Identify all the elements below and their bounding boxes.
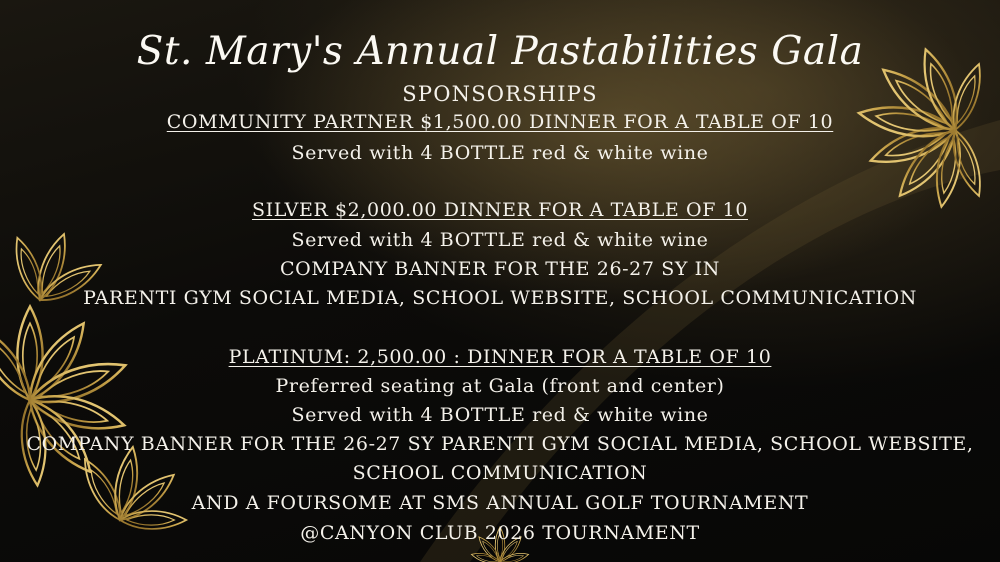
community-partner-heading: COMMUNITY PARTNER $1,500.00 DINNER FOR A TABLE OF 10: [166, 111, 834, 133]
platinum-canyon-club-line: @CANYON CLUB 2026 TOURNAMENT: [300, 522, 700, 544]
platinum-communication-line: SCHOOL COMMUNICATION: [352, 462, 648, 484]
silver-heading: SILVER $2,000.00 DINNER FOR A TABLE OF 10: [251, 199, 749, 221]
sponsorships-heading: SPONSORSHIPS: [402, 82, 598, 106]
platinum-golf-line: AND A FOURSOME AT SMS ANNUAL GOLF TOURNAMENT: [191, 492, 809, 514]
platinum-heading: PLATINUM: 2,500.00 : DINNER FOR A TABLE OF 10: [228, 346, 772, 368]
silver-media-line: PARENTI GYM SOCIAL MEDIA, SCHOOL WEBSITE, SCHOOL COMMUNICATION: [83, 287, 917, 309]
silver-banner-line: COMPANY BANNER FOR THE 26-27 SY IN: [280, 258, 720, 280]
silver-wine-line: Served with 4 BOTTLE red & white wine: [291, 229, 709, 251]
event-title: St. Mary's Annual Pastabilities Gala: [136, 29, 864, 74]
platinum-wine-line: Served with 4 BOTTLE red & white wine: [291, 404, 709, 426]
community-wine-line: Served with 4 BOTTLE red & white wine: [291, 142, 709, 164]
platinum-banner-line: COMPANY BANNER FOR THE 26-27 SY PARENTI GYM SOCIAL MEDIA, SCHOOL WEBSITE,: [26, 433, 974, 455]
gold-lotus-ornament-left-lower: [77, 445, 187, 529]
platinum-seating-line: Preferred seating at Gala (front and center): [275, 375, 725, 397]
